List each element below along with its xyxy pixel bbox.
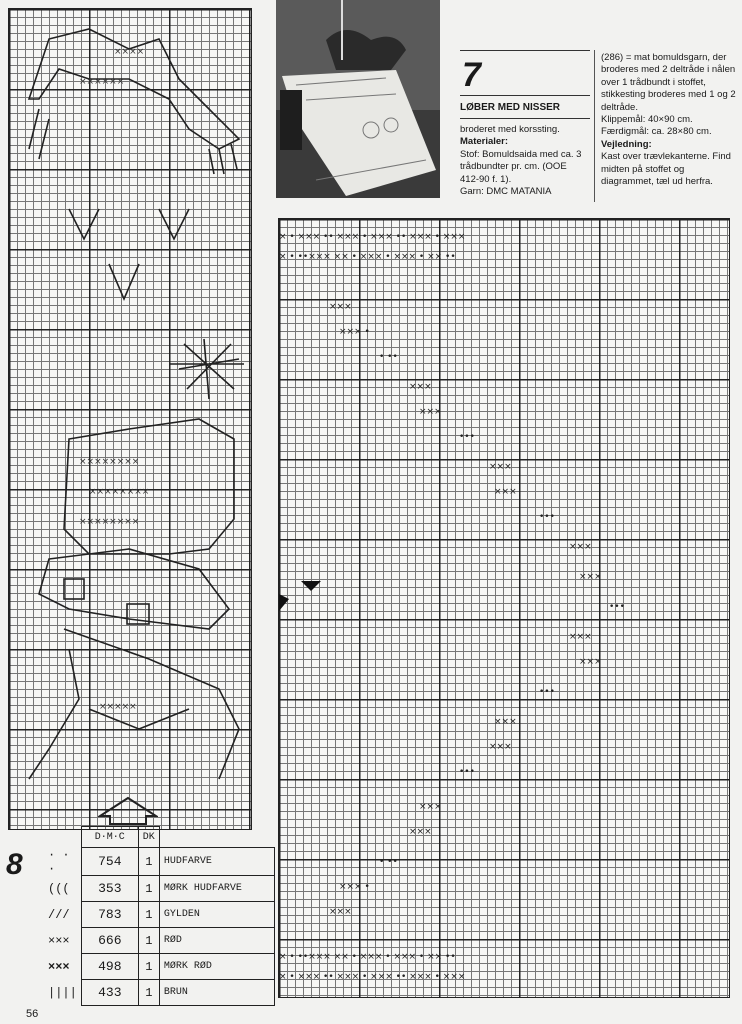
key-row: ××× 666 1 RØD bbox=[44, 928, 274, 954]
column-divider bbox=[594, 50, 595, 202]
svg-text:• ••: • •• bbox=[379, 352, 398, 362]
svg-text:×××: ××× bbox=[569, 632, 592, 642]
svg-text:××××××: ×××××× bbox=[79, 77, 125, 87]
svg-text:× • ××× •• ××× • ××× ••: × • ××× •• ××× • ××× •• ××× • ××× bbox=[279, 972, 466, 982]
svg-text:×××: ××× bbox=[494, 487, 517, 497]
intro-line: broderet med korssting. bbox=[460, 124, 560, 135]
bars-symbol-icon: |||| bbox=[44, 980, 81, 1006]
instructions-column-1 bbox=[460, 124, 588, 198]
svg-text:×××: ××× bbox=[329, 907, 352, 917]
dots-symbol-icon: · · · bbox=[44, 848, 81, 876]
top-rule bbox=[460, 50, 590, 51]
arcs-symbol-icon: ((( bbox=[44, 876, 81, 902]
key-row: ((( 353 1 MØRK HUDFARVE bbox=[44, 876, 274, 902]
key-row: · · · 754 1 HUDFARVE bbox=[44, 848, 274, 876]
guide-text: Kast over trævlekanterne. Find midten på stoffet og diagrammet, tæl ud herfra. bbox=[601, 151, 731, 188]
svg-text:× • ••××× ×× • ××× • ×××: × • ••××× ×× • ××× • ××× • ×× •• bbox=[279, 252, 456, 262]
svg-text:×××: ××× bbox=[489, 462, 512, 472]
pattern-title: LØBER MED NISSER bbox=[460, 102, 561, 113]
key-row: |||| 433 1 BRUN bbox=[44, 980, 274, 1006]
svg-text:×××: ××× bbox=[569, 542, 592, 552]
cross-symbol-icon: ××× bbox=[44, 928, 81, 954]
title-bottom-rule bbox=[460, 118, 590, 119]
title-rule bbox=[460, 95, 590, 96]
dk-header: DK bbox=[138, 827, 159, 848]
svg-text:× • ××× •• ××× • ××× ••: × • ××× •• ××× • ××× •• ××× • ××× bbox=[279, 232, 466, 242]
svg-text:•••: ••• bbox=[609, 602, 625, 612]
fabric-line: Stof: Bomuldsaida med ca. 3 trådbundter pr. cm. (OOE 412-90 f. 1). bbox=[460, 148, 582, 185]
pattern-number: 7 bbox=[462, 56, 481, 94]
svg-text:×××: ××× bbox=[409, 827, 432, 837]
table-runner-photo bbox=[276, 0, 440, 198]
guide-heading: Vejledning: bbox=[601, 138, 652, 150]
color-key-table bbox=[44, 826, 275, 1006]
gnome-motif bbox=[9, 9, 251, 829]
instructions-column-2 bbox=[601, 52, 737, 188]
key-number: 8 bbox=[6, 848, 23, 881]
dmc-header: D·M·C bbox=[81, 827, 138, 848]
finished-size: Færdigmål: ca. 28×80 cm. bbox=[601, 126, 712, 138]
dark-cross-symbol-icon: ××× bbox=[44, 954, 81, 980]
page-number: 56 bbox=[26, 1008, 39, 1020]
svg-text:××××: ×××× bbox=[114, 47, 145, 57]
svg-text:×××: ××× bbox=[579, 572, 602, 582]
yarn-line: Garn: DMC MATANIA bbox=[460, 186, 552, 198]
svg-text:×××: ××× bbox=[329, 302, 352, 312]
yarn-description: (286) = mat bomuldsgarn, der broderes med 2 deltråde i nålen over 1 trådbundt i stoffet, stikkesting broderes med 1 og 2 deltråde. bbox=[601, 52, 736, 113]
svg-text:××× •: ××× • bbox=[339, 882, 370, 892]
svg-text:××× •: ××× • bbox=[339, 327, 370, 337]
materials-heading: Materialer: bbox=[460, 136, 509, 148]
up-arrow-icon bbox=[98, 796, 158, 826]
svg-text:×××××: ××××× bbox=[99, 702, 137, 712]
svg-text:• ••: • •• bbox=[379, 857, 398, 867]
svg-text:××××××××: ×××××××× bbox=[89, 487, 150, 497]
slashes-symbol-icon: /// bbox=[44, 902, 81, 928]
svg-text:•••: ••• bbox=[459, 767, 475, 777]
right-cross-stitch-chart bbox=[278, 218, 730, 998]
svg-text:××××××××: ×××××××× bbox=[79, 457, 140, 467]
svg-text:•••: ••• bbox=[539, 512, 555, 522]
svg-text:×××: ××× bbox=[579, 657, 602, 667]
svg-text:×××: ××× bbox=[419, 407, 442, 417]
svg-text:××××××××: ×××××××× bbox=[79, 517, 140, 527]
key-row: /// 783 1 GYLDEN bbox=[44, 902, 274, 928]
svg-text:×××: ××× bbox=[419, 802, 442, 812]
svg-text:•••: ••• bbox=[459, 432, 475, 442]
left-cross-stitch-chart bbox=[8, 8, 252, 830]
svg-text:×××: ××× bbox=[409, 382, 432, 392]
border-motif bbox=[279, 219, 729, 997]
svg-text:•••: ••• bbox=[539, 687, 555, 697]
table-runner-photo-icon bbox=[276, 0, 440, 198]
svg-text:×××: ××× bbox=[489, 742, 512, 752]
key-row: ××× 498 1 MØRK RØD bbox=[44, 954, 274, 980]
svg-text:×××: ××× bbox=[494, 717, 517, 727]
cut-size: Klippemål: 40×90 cm. bbox=[601, 114, 693, 126]
svg-text:× • ••××× ×× • ××× • ×××: × • ••××× ×× • ××× • ××× • ×× •• bbox=[279, 952, 456, 962]
